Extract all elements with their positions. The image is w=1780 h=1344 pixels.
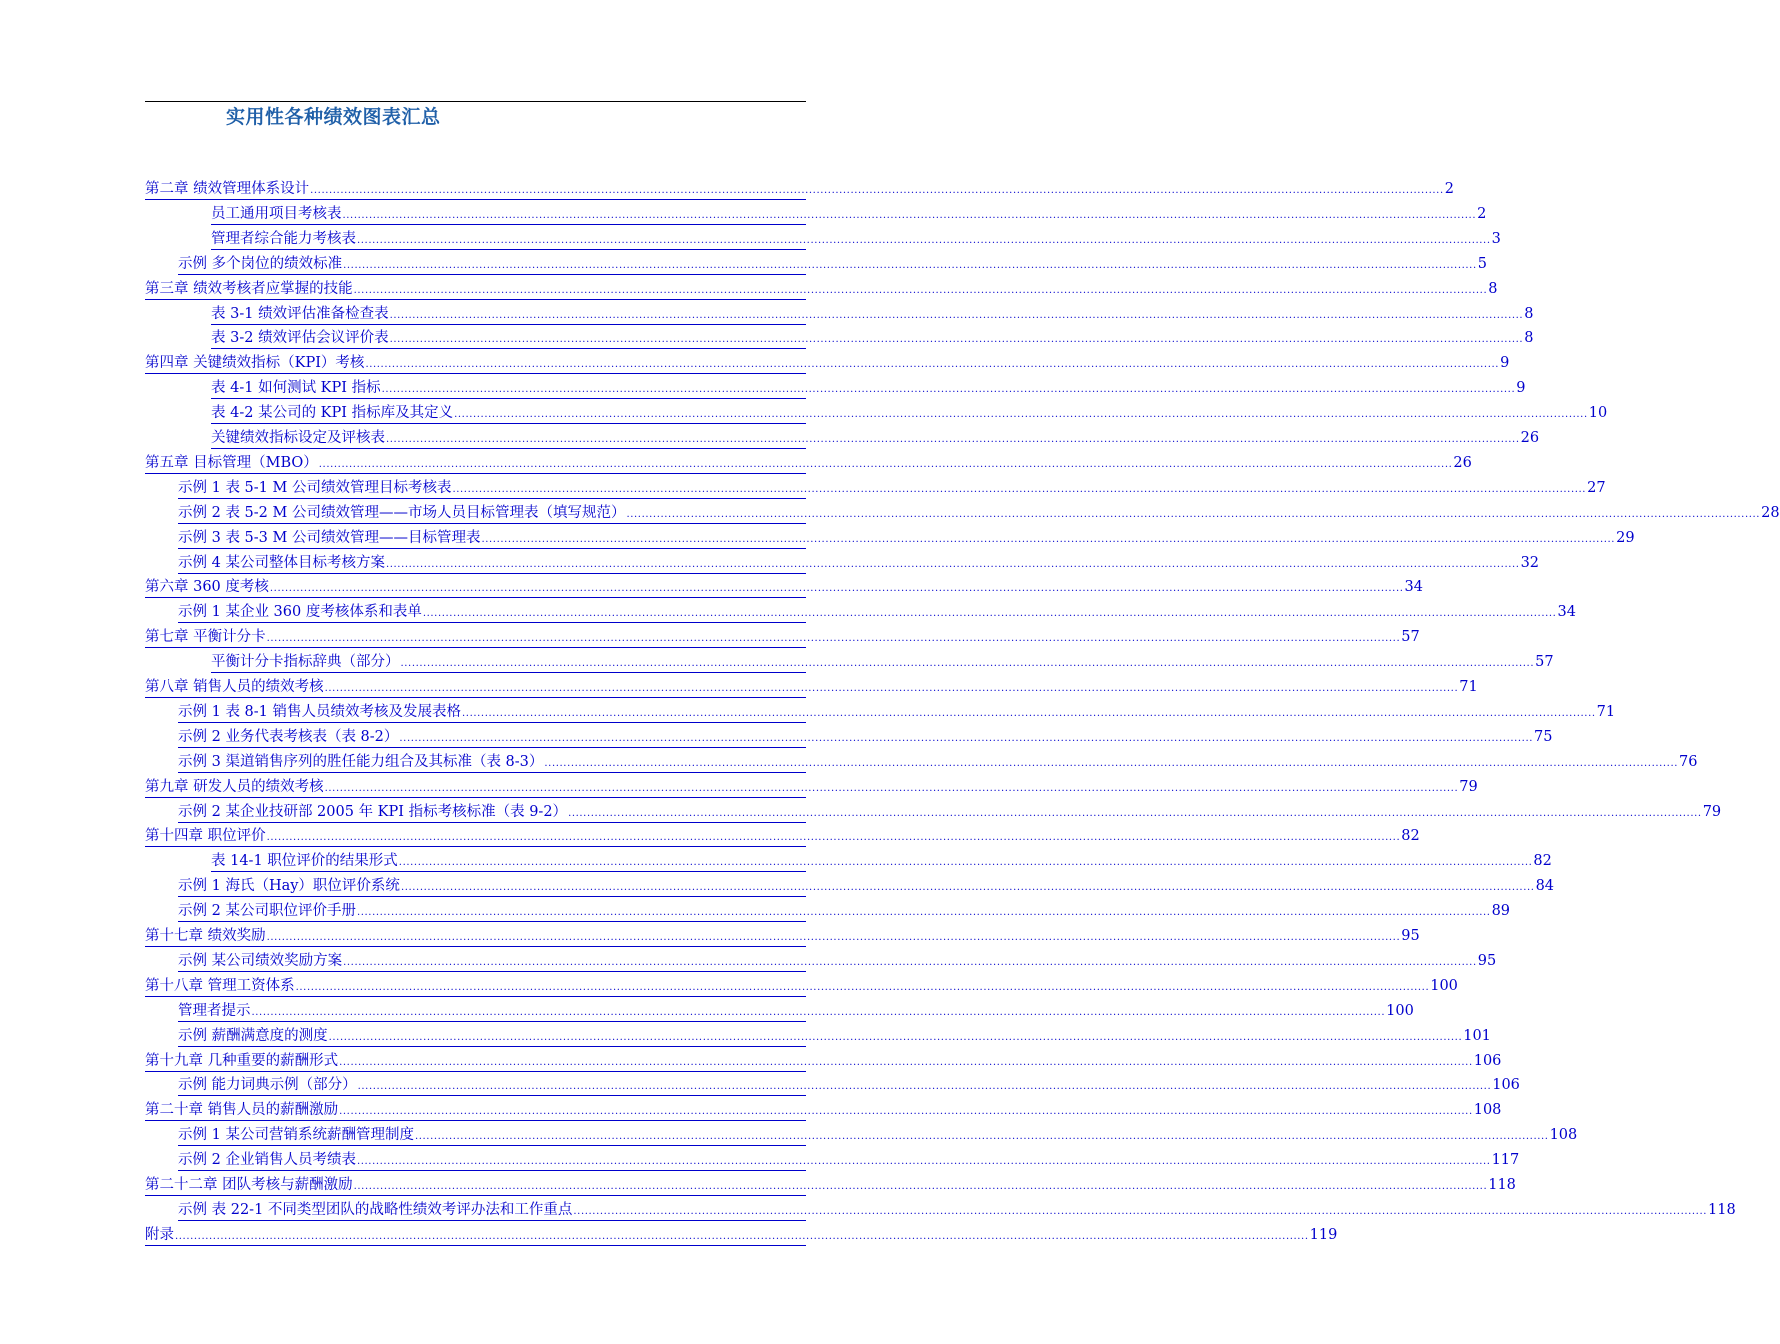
- toc-dot-leader: ............................................................................................................................................................................................................................................................................................................: [452, 483, 1587, 495]
- toc-dot-leader: ............................................................................................................................................................................................................................................................................................................: [400, 658, 1535, 670]
- toc-entry[interactable]: [178, 502, 1780, 524]
- toc-entry[interactable]: [178, 1149, 1520, 1171]
- toc-dot-leader: ............................................................................................................................................................................................................................................................................................................: [251, 1006, 1386, 1018]
- toc-entry-title: 示例 2 业务代表考核表（表 8-2）: [178, 728, 399, 745]
- toc-entry-title: 第十四章 职位评价: [145, 828, 266, 845]
- toc-entry[interactable]: [211, 377, 1526, 399]
- toc-entry[interactable]: [178, 601, 1576, 623]
- toc-page-number: 34: [1557, 604, 1576, 621]
- toc-entry[interactable]: [145, 452, 1472, 474]
- toc-entry[interactable]: [178, 875, 1555, 897]
- toc-entry[interactable]: [145, 1050, 1502, 1072]
- toc-dot-leader: ............................................................................................................................................................................................................................................................................................................: [266, 832, 1401, 844]
- toc-dot-leader: ............................................................................................................................................................................................................................................................................................................: [389, 334, 1524, 346]
- toc-entry-title: 示例 4 某公司整体目标考核方案: [178, 554, 385, 571]
- toc-entry-title: 第七章 平衡计分卡: [145, 629, 266, 646]
- toc-entry-title: 表 14-1 职位评价的结果形式: [211, 853, 398, 870]
- toc-entry[interactable]: [211, 228, 1501, 250]
- toc-entry-title: 第二十二章 团队考核与薪酬激励: [145, 1177, 353, 1193]
- toc-page-number: 100: [1430, 977, 1458, 994]
- toc-entry[interactable]: [211, 651, 1554, 673]
- toc-entry-title: 示例 1 海氏（Hay）职位评价系统: [178, 878, 400, 895]
- toc-dot-leader: ............................................................................................................................................................................................................................................................................................................: [454, 409, 1588, 421]
- toc-page-number: 108: [1549, 1127, 1578, 1144]
- toc-entry[interactable]: [145, 576, 1423, 598]
- toc-dot-leader: ............................................................................................................................................................................................................................................................................................................: [386, 434, 1520, 445]
- toc-dot-leader: ............................................................................................................................................................................................................................................................................................................: [357, 1081, 1492, 1093]
- toc-page-number: 27: [1587, 479, 1606, 496]
- toc-entry-title: 第八章 销售人员的绩效考核: [145, 679, 324, 695]
- toc-entry-title: 示例 3 表 5-3 M 公司绩效管理——目标管理表: [178, 529, 481, 546]
- toc-entry-title: 第四章 关键绩效指标（KPI）考核: [145, 355, 365, 372]
- toc-entry[interactable]: [178, 552, 1540, 574]
- toc-dot-leader: ............................................................................................................................................................................................................................................................................................................: [356, 1156, 1491, 1168]
- toc-page-number: 108: [1473, 1102, 1502, 1119]
- toc-dot-leader: ............................................................................................................................................................................................................................................................................................................: [385, 558, 1520, 570]
- toc-entry[interactable]: [145, 178, 1454, 200]
- toc-entry[interactable]: [145, 975, 1458, 997]
- toc-dot-leader: ............................................................................................................................................................................................................................................................................................................: [381, 384, 1516, 396]
- toc-entry-title: 平衡计分卡指标辞典（部分）: [211, 654, 400, 671]
- toc-entry-title: 第二十章 销售人员的薪酬激励: [145, 1102, 339, 1119]
- toc-entry-title: 示例 1 某企业 360 度考核体系和表单: [178, 604, 422, 621]
- toc-entry-title: 关键绩效指标设定及评核表: [211, 430, 385, 446]
- toc-dot-leader: ............................................................................................................................................................................................................................................................................................................: [266, 932, 1401, 943]
- toc-page-number: 8: [1524, 305, 1534, 322]
- toc-page-number: 8: [1488, 280, 1498, 297]
- toc-entry-title: 示例 薪酬满意度的测度: [178, 1027, 328, 1044]
- toc-entry-title: 表 4-1 如何测试 KPI 指标: [211, 380, 381, 397]
- toc-entry[interactable]: [145, 676, 1478, 698]
- toc-entry-title: 示例 某公司绩效奖励方案: [178, 952, 343, 969]
- toc-dot-leader: ............................................................................................................................................................................................................................................................................................................: [414, 1131, 1549, 1143]
- toc-dot-leader: ............................................................................................................................................................................................................................................................................................................: [626, 508, 1761, 520]
- toc-dot-leader: ............................................................................................................................................................................................................................................................................................................: [353, 1181, 1488, 1192]
- toc-entry-title: 附录: [145, 1226, 174, 1243]
- toc-page-number: 34: [1404, 579, 1423, 596]
- toc-dot-leader: ............................................................................................................................................................................................................................................................................................................: [353, 284, 1488, 296]
- toc-dot-leader: ............................................................................................................................................................................................................................................................................................................: [422, 608, 1557, 620]
- toc-page-number: 2: [1477, 205, 1487, 222]
- toc-entry[interactable]: [145, 825, 1420, 847]
- toc-page-number: 57: [1535, 654, 1554, 671]
- toc-entry-title: 表 4-2 某公司的 KPI 指标库及其定义: [211, 405, 454, 422]
- toc-dot-leader: ............................................................................................................................................................................................................................................................................................................: [398, 857, 1533, 869]
- toc-dot-leader: ............................................................................................................................................................................................................................................................................................................: [324, 683, 1459, 694]
- toc-entry-title: 表 3-1 绩效评估准备检查表: [211, 305, 389, 322]
- toc-dot-leader: ............................................................................................................................................................................................................................................................................................................: [318, 458, 1453, 470]
- toc-entry[interactable]: [178, 726, 1553, 748]
- toc-page-number: 106: [1492, 1077, 1520, 1094]
- toc-entry[interactable]: [145, 626, 1420, 648]
- toc-dot-leader: ............................................................................................................................................................................................................................................................................................................: [269, 583, 1404, 595]
- toc-entry[interactable]: [145, 278, 1498, 300]
- toc-entry-title: 示例 多个岗位的绩效标准: [178, 255, 343, 272]
- toc-dot-leader: ............................................................................................................................................................................................................................................................................................................: [343, 259, 1477, 271]
- toc-dot-leader: ............................................................................................................................................................................................................................................................................................................: [343, 956, 1477, 968]
- toc-entry[interactable]: [178, 1199, 1736, 1221]
- toc-page-number: 29: [1616, 529, 1635, 546]
- toc-entry-title: 第九章 研发人员的绩效考核: [145, 778, 324, 795]
- toc-dot-leader: ............................................................................................................................................................................................................................................................................................................: [356, 907, 1491, 919]
- toc-page-number: 57: [1401, 629, 1420, 646]
- toc-page-number: 119: [1309, 1226, 1338, 1243]
- toc-entry-title: 第十七章 绩效奖励: [145, 928, 266, 944]
- toc-entry[interactable]: [178, 477, 1606, 499]
- toc-dot-leader: ............................................................................................................................................................................................................................................................................................................: [573, 1205, 1708, 1217]
- toc-entry[interactable]: [178, 1025, 1491, 1047]
- toc-page-number: 8: [1524, 330, 1534, 347]
- toc-page-number: 9: [1516, 380, 1526, 397]
- toc-entry-title: 示例 2 企业销售人员考绩表: [178, 1152, 356, 1169]
- toc-entry-title: 第六章 360 度考核: [145, 579, 269, 596]
- toc-page-number: 84: [1535, 878, 1555, 895]
- toc-dot-leader: ............................................................................................................................................................................................................................................................................................................: [339, 1056, 1473, 1068]
- toc-page-number: 75: [1534, 728, 1553, 745]
- toc-page-number: 118: [1708, 1201, 1736, 1218]
- toc-entry[interactable]: [145, 1174, 1516, 1196]
- toc-entry-title: 管理者提示: [178, 1002, 251, 1019]
- toc-entry-title: 示例 3 渠道销售序列的胜任能力组合及其标准（表 8-3）: [178, 753, 544, 770]
- toc-dot-leader: ............................................................................................................................................................................................................................................................................................................: [389, 309, 1524, 321]
- toc-page-number: 71: [1596, 703, 1616, 720]
- toc-page-number: 106: [1473, 1052, 1502, 1069]
- toc-dot-leader: ............................................................................................................................................................................................................................................................................................................: [310, 185, 1444, 196]
- toc-dot-leader: ............................................................................................................................................................................................................................................................................................................: [175, 1230, 1309, 1242]
- toc-page-number: 26: [1520, 430, 1540, 446]
- toc-entry[interactable]: [211, 427, 1540, 449]
- toc-entry[interactable]: [178, 801, 1722, 823]
- toc-page-number: 2: [1444, 181, 1454, 197]
- toc-dot-leader: ............................................................................................................................................................................................................................................................................................................: [568, 807, 1702, 819]
- toc-entry-title: 示例 1 某公司营销系统薪酬管理制度: [178, 1127, 414, 1144]
- toc-dot-leader: ............................................................................................................................................................................................................................................................................................................: [328, 1031, 1463, 1043]
- toc-entry-title: 示例 2 某公司职位评价手册: [178, 903, 356, 920]
- toc-dot-leader: ............................................................................................................................................................................................................................................................................................................: [266, 633, 1401, 645]
- toc-entry-title: 员工通用项目考核表: [211, 205, 342, 222]
- toc-dot-leader: ............................................................................................................................................................................................................................................................................................................: [399, 732, 1534, 744]
- toc-entry[interactable]: [178, 900, 1511, 922]
- toc-entry-title: 管理者综合能力考核表: [211, 230, 356, 247]
- toc-dot-leader: ............................................................................................................................................................................................................................................................................................................: [357, 234, 1491, 246]
- toc-entry[interactable]: [178, 527, 1635, 549]
- toc-entry[interactable]: [211, 327, 1534, 349]
- toc-entry[interactable]: [178, 1000, 1414, 1022]
- toc-entry-title: 第五章 目标管理（MBO）: [145, 454, 318, 471]
- toc-page-number: 79: [1702, 803, 1722, 820]
- toc-dot-leader: ............................................................................................................................................................................................................................................................................................................: [544, 757, 1679, 769]
- toc-page-number: 79: [1459, 778, 1478, 795]
- toc-entry[interactable]: [211, 850, 1552, 872]
- toc-entry-title: 示例 1 表 5-1 M 公司绩效管理目标考核表: [178, 479, 452, 496]
- toc-page-number: 82: [1401, 828, 1420, 845]
- toc-entry-title: 示例 能力词典示例（部分）: [178, 1077, 357, 1094]
- toc-entry[interactable]: [145, 776, 1478, 798]
- toc-dot-leader: ............................................................................................................................................................................................................................................................................................................: [339, 1106, 1473, 1118]
- toc-entry[interactable]: [178, 253, 1487, 275]
- toc-entry[interactable]: [211, 402, 1608, 424]
- toc-page-number: 82: [1533, 853, 1552, 870]
- toc-entry-title: 第三章 绩效考核者应掌握的技能: [145, 280, 353, 297]
- toc-entry-title: 示例 2 某企业技研部 2005 年 KPI 指标考核标准（表 9-2）: [178, 803, 568, 820]
- toc-dot-leader: ............................................................................................................................................................................................................................................................................................................: [295, 981, 1430, 993]
- toc-entry-title: 示例 2 表 5-2 M 公司绩效管理——市场人员目标管理表（填写规范）: [178, 504, 626, 521]
- toc-page-number: 71: [1459, 679, 1478, 695]
- toc-page-number: 76: [1679, 753, 1698, 770]
- toc-entry[interactable]: [145, 1099, 1502, 1121]
- toc-dot-leader: ............................................................................................................................................................................................................................................................................................................: [324, 782, 1459, 794]
- toc-entry-title: 第十八章 管理工资体系: [145, 977, 295, 994]
- document-title: 实用性各种绩效图表汇总: [226, 106, 441, 128]
- toc-page-number: 100: [1386, 1002, 1414, 1019]
- toc-page-number: 89: [1491, 903, 1511, 920]
- toc-dot-leader: ............................................................................................................................................................................................................................................................................................................: [462, 707, 1596, 719]
- toc-entry[interactable]: [178, 950, 1497, 972]
- toc-page-number: 118: [1488, 1177, 1516, 1193]
- toc-page-number: 95: [1477, 952, 1497, 969]
- toc-dot-leader: ............................................................................................................................................................................................................................................................................................................: [342, 209, 1477, 221]
- toc-page-number: 9: [1500, 355, 1510, 372]
- toc-entry-title: 第十九章 几种重要的薪酬形式: [145, 1052, 339, 1069]
- toc-entry-title: 第二章 绩效管理体系设计: [145, 181, 310, 197]
- toc-entry[interactable]: [145, 1224, 1338, 1246]
- toc-entry[interactable]: [178, 701, 1616, 723]
- toc-entry-title: 表 3-2 绩效评估会议评价表: [211, 330, 389, 347]
- toc-dot-leader: ............................................................................................................................................................................................................................................................................................................: [481, 533, 1616, 545]
- toc-entry[interactable]: [211, 303, 1534, 325]
- toc-page-number: 117: [1491, 1152, 1520, 1169]
- toc-entry[interactable]: [145, 925, 1420, 947]
- toc-entry-title: 示例 1 表 8-1 销售人员绩效考核及发展表格: [178, 703, 462, 720]
- toc-page-number: 3: [1491, 230, 1501, 247]
- toc-page-number: 32: [1520, 554, 1540, 571]
- toc-page-number: 5: [1477, 255, 1487, 272]
- toc-dot-leader: ............................................................................................................................................................................................................................................................................................................: [365, 359, 1500, 371]
- toc-entry[interactable]: [211, 203, 1487, 225]
- toc-entry-title: 示例 表 22-1 不同类型团队的战略性绩效考评办法和工作重点: [178, 1201, 573, 1218]
- toc-page-number: 101: [1463, 1027, 1491, 1044]
- toc-page-number: 28: [1761, 504, 1780, 521]
- toc-entry[interactable]: [178, 1074, 1520, 1096]
- toc-entry[interactable]: [178, 1124, 1578, 1146]
- toc-page-number: 95: [1401, 928, 1420, 944]
- toc-entry[interactable]: [145, 352, 1510, 374]
- toc-dot-leader: ............................................................................................................................................................................................................................................................................................................: [400, 882, 1535, 894]
- toc-page-number: 10: [1588, 405, 1608, 422]
- toc-entry[interactable]: [178, 751, 1698, 773]
- toc-page-number: 26: [1453, 454, 1472, 471]
